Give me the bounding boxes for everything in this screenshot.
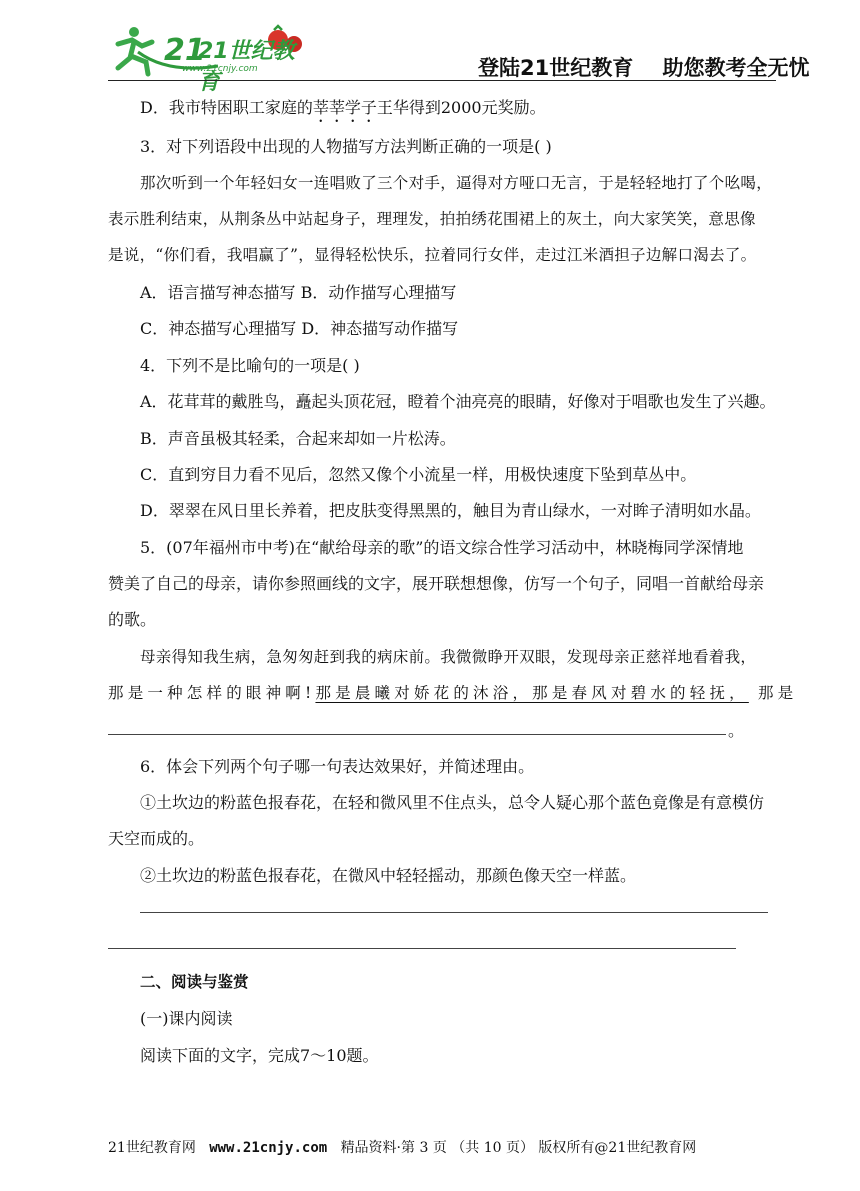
question-6: 6．体会下列两个句子哪一句表达效果好，并简述理由。 (140, 757, 535, 776)
footer-site: 21世纪教育网 (108, 1140, 196, 1156)
q5-underlined-example: 那是晨曦对娇花的沐浴，那是春风对碧水的轻抚， (315, 684, 749, 702)
q6-sentence-2: ②土坎边的粉蓝色报春花，在微风中轻轻摇动，那颜色像天空一样蓝。 (140, 866, 637, 885)
q5-end-mark: 。 (728, 721, 745, 740)
logo-url: www.21cnjy.com (182, 64, 258, 74)
logo-title: 21世纪教育 (198, 39, 295, 95)
section-2-instruction: 阅读下面的文字，完成7～10题。 (140, 1046, 379, 1065)
q4-option-d: D．翠翠在风日里长养着，把皮肤变得黑黑的，触目为青山绿水，一对眸子清明如水晶。 (140, 501, 761, 520)
question-4: 4．下列不是比喻句的一项是( ) (140, 356, 360, 375)
footer-url[interactable]: www.21cnjy.com (209, 1140, 328, 1156)
q2d-text-post: 王华得到2000元奖励。 (376, 98, 546, 117)
q5-answer-blank[interactable] (108, 734, 726, 735)
q4-option-b: B．声音虽极其轻柔，合起来却如一片松涛。 (140, 429, 456, 448)
header-divider (108, 80, 776, 81)
section-2-heading: 二、阅读与鉴赏 (140, 973, 249, 991)
logo-21-text: 21 (164, 33, 206, 68)
q3-passage-line-3: 是说，“你们看，我唱赢了”，显得轻松快乐，拉着同行女伴，走过江米酒担子边解口渴去了。 (108, 246, 757, 264)
q3-passage-line-1: 那次听到一个年轻妇女一连唱败了三个对手，逼得对方哑口无言，于是轻轻地打了个吆喝， (140, 174, 773, 192)
q2d-emphasized-text: 莘莘学子 (312, 98, 377, 117)
q3-options-cd: C．神态描写心理描写 D．神态描写动作描写 (140, 319, 459, 338)
question-3: 3．对下列语段中出现的人物描写方法判断正确的一项是( ) (140, 137, 552, 156)
question-5-line-2: 赞美了自己的母亲，请你参照画线的文字，展开联想想像，仿写一个句子，同唱一首献给母亲 (108, 574, 765, 593)
question-2-option-d (140, 95, 546, 126)
footer-info: 精品资料·第 3 页 （共 10 页） 版权所有@21世纪教育网 (340, 1140, 697, 1156)
q6-sentence-1-line-2: 天空而成的。 (108, 829, 205, 848)
header-slogan: 登陆21世纪教育 助您教考全无忧 (478, 56, 810, 80)
q3-options-ab: A．语言描写神态描写 B．动作描写心理描写 (140, 283, 457, 302)
q3-passage-line-2: 表示胜利结束，从荆条丛中站起身子，理理发，拍拍绣花围裙上的灰土，向大家笑笑，意思像 (108, 210, 756, 228)
q6-sentence-1-line-1: ①土坎边的粉蓝色报春花，在轻和微风里不住点头，总令人疑心那个蓝色竟像是有意模仿 (140, 793, 765, 812)
q5-passage-tail: 那是 (757, 684, 798, 702)
q5-passage-line-1: 母亲得知我生病，急匆匆赶到我的病床前。我微微睁开双眼，发现母亲正慈祥地看着我， (140, 648, 757, 666)
q6-answer-line-1[interactable] (140, 912, 768, 913)
q4-option-c: C．直到穷目力看不见后，忽然又像个小流星一样，用极快速度下坠到草丛中。 (140, 465, 697, 484)
site-logo (108, 22, 308, 95)
section-2-subheading: (一)课内阅读 (140, 1009, 233, 1028)
q5-passage-text: 那是一种怎样的眼神啊! (108, 684, 316, 702)
q4-option-a: A．花茸茸的戴胜鸟，矗起头顶花冠，瞪着个油亮亮的眼睛，好像对于唱歌也发生了兴趣。 (140, 392, 776, 411)
q5-passage-line-2 (108, 681, 797, 703)
page-footer (108, 1137, 696, 1157)
question-5-line-3: 的歌。 (108, 610, 157, 629)
q2d-text-pre: D．我市特困职工家庭的 (140, 98, 313, 117)
question-5-line-1: 5．(07年福州市中考)在“献给母亲的歌”的语文综合性学习活动中，林晓梅同学深情地 (140, 538, 744, 557)
q6-answer-line-2[interactable] (108, 948, 736, 949)
page-header (0, 0, 860, 95)
